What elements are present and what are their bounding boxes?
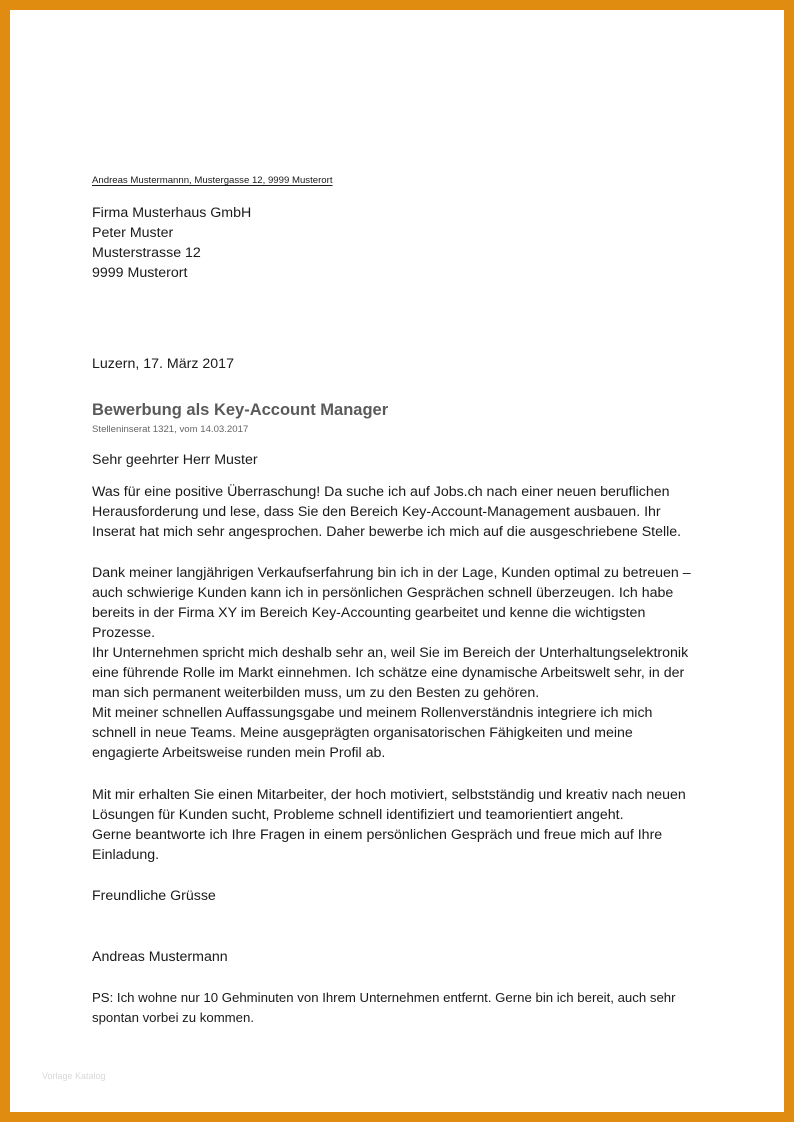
salutation: Sehr geehrter Herr Muster <box>92 452 258 468</box>
recipient-company: Firma Musterhaus GmbH <box>92 205 252 221</box>
paragraph-line: Inserat hat mich sehr angesprochen. Daher bewerbe ich mich auf die ausgeschriebene Stelle. <box>92 524 682 540</box>
postscript-line: spontan vorbei zu kommen. <box>92 1010 254 1025</box>
paragraph-line: eine führende Rolle im Markt einnehmen. Ich schätze eine dynamische Arbeitswelt sehr, in der <box>92 665 685 681</box>
subject-reference: Stelleninserat 1321, vom 14.03.2017 <box>92 424 249 435</box>
paragraph-line: Mit meiner schnellen Auffassungsgabe und meinem Rollenverständnis integriere ich mich <box>92 705 653 721</box>
paragraph-2 <box>92 563 722 763</box>
closing: Freundliche Grüsse <box>92 888 216 904</box>
paragraph-line: schnell in neue Teams. Meine ausgeprägten organisatorischen Fähigkeiten und meine <box>92 725 633 741</box>
paragraph-line: Lösungen für Kunden sucht, Probleme schnell identifiziert und teamorientiert angeht. <box>92 807 624 823</box>
subject-title: Bewerbung als Key-Account Manager <box>92 401 389 419</box>
paragraph-line: Dank meiner langjährigen Verkaufserfahrung bin ich in der Lage, Kunden optimal zu betreuen – <box>92 565 691 581</box>
paragraph-line: Prozesse. <box>92 625 156 641</box>
postscript-line: PS: Ich wohne nur 10 Gehminuten von Ihrem Unternehmen entfernt. Gerne bin ich bereit, auch sehr <box>92 990 676 1005</box>
recipient-address <box>92 203 251 283</box>
paragraph-1 <box>92 482 722 542</box>
date-line: Luzern, 17. März 2017 <box>92 356 234 372</box>
sender-address-line: Andreas Mustermannn, Mustergasse 12, 9999 Musterort <box>92 175 333 186</box>
signature-name: Andreas Mustermann <box>92 949 228 965</box>
paragraph-line: bereits in der Firma XY im Bereich Key-Accounting gearbeitet und kenne die wichtigsten <box>92 605 646 621</box>
paragraph-line: Mit mir erhalten Sie einen Mitarbeiter, der hoch motiviert, selbstständig und kreativ nach neuen <box>92 787 686 803</box>
recipient-street: Musterstrasse 12 <box>92 245 201 261</box>
paragraph-line: auch schwierige Kunden kann ich in persönlichen Gesprächen schnell überzeugen. Ich habe <box>92 585 674 601</box>
paragraph-3 <box>92 785 722 865</box>
paragraph-line: Herausforderung und lese, dass Sie den Bereich Key-Account-Management ausbauen. Ihr <box>92 504 661 520</box>
paragraph-line: Gerne beantworte ich Ihre Fragen in einem persönlichen Gespräch und freue mich auf Ihre <box>92 827 663 843</box>
postscript <box>92 988 722 1028</box>
paragraph-line: Einladung. <box>92 847 160 863</box>
recipient-person: Peter Muster <box>92 225 174 241</box>
recipient-city: 9999 Musterort <box>92 265 188 281</box>
paragraph-line: Ihr Unternehmen spricht mich deshalb sehr an, weil Sie im Bereich der Unterhaltungselektronik <box>92 645 689 661</box>
paragraph-line: man sich permanent weiterbilden muss, um zu den Besten zu gehören. <box>92 685 540 701</box>
watermark: Vorlage Katalog <box>42 1071 106 1081</box>
paragraph-line: Was für eine positive Überraschung! Da suche ich auf Jobs.ch nach einer neuen beruflichen <box>92 484 670 500</box>
paragraph-line: engagierte Arbeitsweise runden mein Profil ab. <box>92 745 386 761</box>
